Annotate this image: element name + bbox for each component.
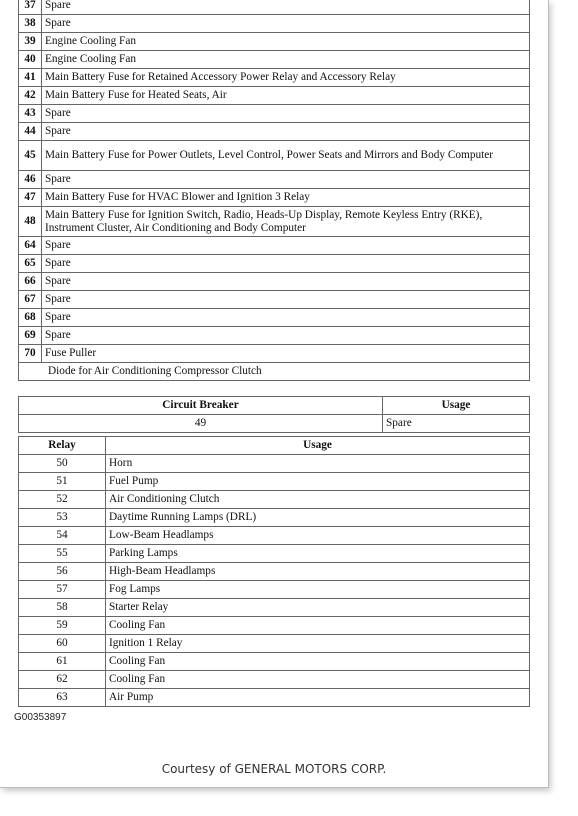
- fuse-row: [19, 237, 530, 255]
- circuit-breaker-table: [18, 396, 530, 433]
- fuse-row: [19, 327, 530, 345]
- fuse-number: 68: [19, 309, 42, 327]
- relay-row: [19, 509, 530, 527]
- fuse-usage: Spare: [42, 273, 530, 291]
- relay-number: 62: [19, 671, 106, 689]
- fuse-number: 40: [19, 51, 42, 69]
- fuse-usage: Engine Cooling Fan: [42, 51, 530, 69]
- fuse-row: [19, 105, 530, 123]
- relay-row: [19, 635, 530, 653]
- relay-usage: Cooling Fan: [106, 671, 530, 689]
- relay-row: [19, 473, 530, 491]
- circuit-breaker-usage-header: Usage: [383, 397, 530, 415]
- relay-row: [19, 455, 530, 473]
- fuse-row: [19, 207, 530, 237]
- relay-row: [19, 599, 530, 617]
- relay-row: [19, 671, 530, 689]
- relay-usage: Low-Beam Headlamps: [106, 527, 530, 545]
- relay-header-row: [19, 437, 530, 455]
- fuse-usage: Spare: [42, 105, 530, 123]
- relay-usage: Cooling Fan: [106, 653, 530, 671]
- figure-code: G00353897: [14, 712, 67, 723]
- fuse-number: 39: [19, 33, 42, 51]
- fuse-usage: Spare: [42, 0, 530, 15]
- fuse-row: [19, 141, 530, 171]
- relay-usage: Parking Lamps: [106, 545, 530, 563]
- relay-row: [19, 527, 530, 545]
- fuse-usage: Main Battery Fuse for Retained Accessory Power Relay and Accessory Relay: [42, 69, 530, 87]
- fuse-row: [19, 345, 530, 363]
- circuit-breaker-header: Circuit Breaker: [19, 397, 383, 415]
- fuse-usage: Spare: [42, 15, 530, 33]
- fuse-row: [19, 33, 530, 51]
- fuse-row: [19, 15, 530, 33]
- fuse-usage: Spare: [42, 171, 530, 189]
- circuit-breaker-usage: Spare: [383, 415, 530, 433]
- fuse-number: 46: [19, 171, 42, 189]
- relay-table: [18, 436, 530, 707]
- relay-row: [19, 653, 530, 671]
- relay-usage: Daytime Running Lamps (DRL): [106, 509, 530, 527]
- fuse-number: 47: [19, 189, 42, 207]
- fuse-number: 48: [19, 207, 42, 237]
- fuse-row: [19, 273, 530, 291]
- relay-usage: Starter Relay: [106, 599, 530, 617]
- fuse-number: 69: [19, 327, 42, 345]
- fuse-number: 45: [19, 141, 42, 171]
- relay-row: [19, 689, 530, 707]
- fuse-number: 64: [19, 237, 42, 255]
- relay-number: 57: [19, 581, 106, 599]
- fuse-row: [19, 51, 530, 69]
- fuse-row: [19, 171, 530, 189]
- circuit-breaker-number: 49: [19, 415, 383, 433]
- fuse-number: 66: [19, 273, 42, 291]
- fuse-usage: Engine Cooling Fan: [42, 33, 530, 51]
- fuse-usage: Main Battery Fuse for Power Outlets, Level Control, Power Seats and Mirrors and Body Computer: [42, 141, 530, 171]
- relay-row: [19, 617, 530, 635]
- relay-number: 50: [19, 455, 106, 473]
- fuse-row: [19, 291, 530, 309]
- fuse-usage: Main Battery Fuse for Heated Seats, Air: [42, 87, 530, 105]
- fuse-number: 43: [19, 105, 42, 123]
- relay-number: 55: [19, 545, 106, 563]
- relay-usage: Fuel Pump: [106, 473, 530, 491]
- fuse-table: [18, 0, 530, 381]
- fuse-number: 42: [19, 87, 42, 105]
- relay-usage: Ignition 1 Relay: [106, 635, 530, 653]
- fuse-usage: Spare: [42, 237, 530, 255]
- relay-number: 63: [19, 689, 106, 707]
- fuse-usage: Spare: [42, 255, 530, 273]
- fuse-usage: Spare: [42, 123, 530, 141]
- fuse-table-body: [19, 0, 530, 381]
- fuse-number: 70: [19, 345, 42, 363]
- relay-row: [19, 581, 530, 599]
- diode-usage: Diode for Air Conditioning Compressor Clutch: [19, 363, 530, 381]
- circuit-breaker-row: [19, 415, 530, 433]
- relay-number: 59: [19, 617, 106, 635]
- relay-number: 60: [19, 635, 106, 653]
- courtesy-caption: Courtesy of GENERAL MOTORS CORP.: [161, 762, 387, 776]
- relay-usage: High-Beam Headlamps: [106, 563, 530, 581]
- relay-number: 61: [19, 653, 106, 671]
- fuse-row: [19, 87, 530, 105]
- relay-number: 58: [19, 599, 106, 617]
- relay-usage: Horn: [106, 455, 530, 473]
- fuse-usage: Spare: [42, 291, 530, 309]
- relay-row: [19, 491, 530, 509]
- relay-number: 51: [19, 473, 106, 491]
- relay-usage: Fog Lamps: [106, 581, 530, 599]
- fuse-row: [19, 255, 530, 273]
- relay-usage: Cooling Fan: [106, 617, 530, 635]
- fuse-number: 67: [19, 291, 42, 309]
- relay-number: 53: [19, 509, 106, 527]
- relay-number: 56: [19, 563, 106, 581]
- fuse-usage: Spare: [42, 327, 530, 345]
- relay-usage: Air Pump: [106, 689, 530, 707]
- fuse-usage: Spare: [42, 309, 530, 327]
- relay-number: 54: [19, 527, 106, 545]
- fuse-row: [19, 189, 530, 207]
- fuse-number: 65: [19, 255, 42, 273]
- fuse-number: 41: [19, 69, 42, 87]
- fuse-number: 44: [19, 123, 42, 141]
- circuit-breaker-header-row: [19, 397, 530, 415]
- fuse-number: 37: [19, 0, 42, 15]
- relay-header: Relay: [19, 437, 106, 455]
- relay-usage: Air Conditioning Clutch: [106, 491, 530, 509]
- fuse-row: [19, 69, 530, 87]
- diode-row: [19, 363, 530, 381]
- fuse-row: [19, 123, 530, 141]
- fuse-usage: Main Battery Fuse for HVAC Blower and Ignition 3 Relay: [42, 189, 530, 207]
- fuse-row: [19, 0, 530, 15]
- fuse-row: [19, 309, 530, 327]
- relay-number: 52: [19, 491, 106, 509]
- relay-usage-header: Usage: [106, 437, 530, 455]
- relay-row: [19, 545, 530, 563]
- fuse-usage: Main Battery Fuse for Ignition Switch, Radio, Heads-Up Display, Remote Keyless Entry (RKE), Instrument Cluster, Air Conditioning and Body Computer: [42, 207, 530, 237]
- relay-table-body: [19, 455, 530, 707]
- relay-row: [19, 563, 530, 581]
- fuse-number: 38: [19, 15, 42, 33]
- fuse-usage: Fuse Puller: [42, 345, 530, 363]
